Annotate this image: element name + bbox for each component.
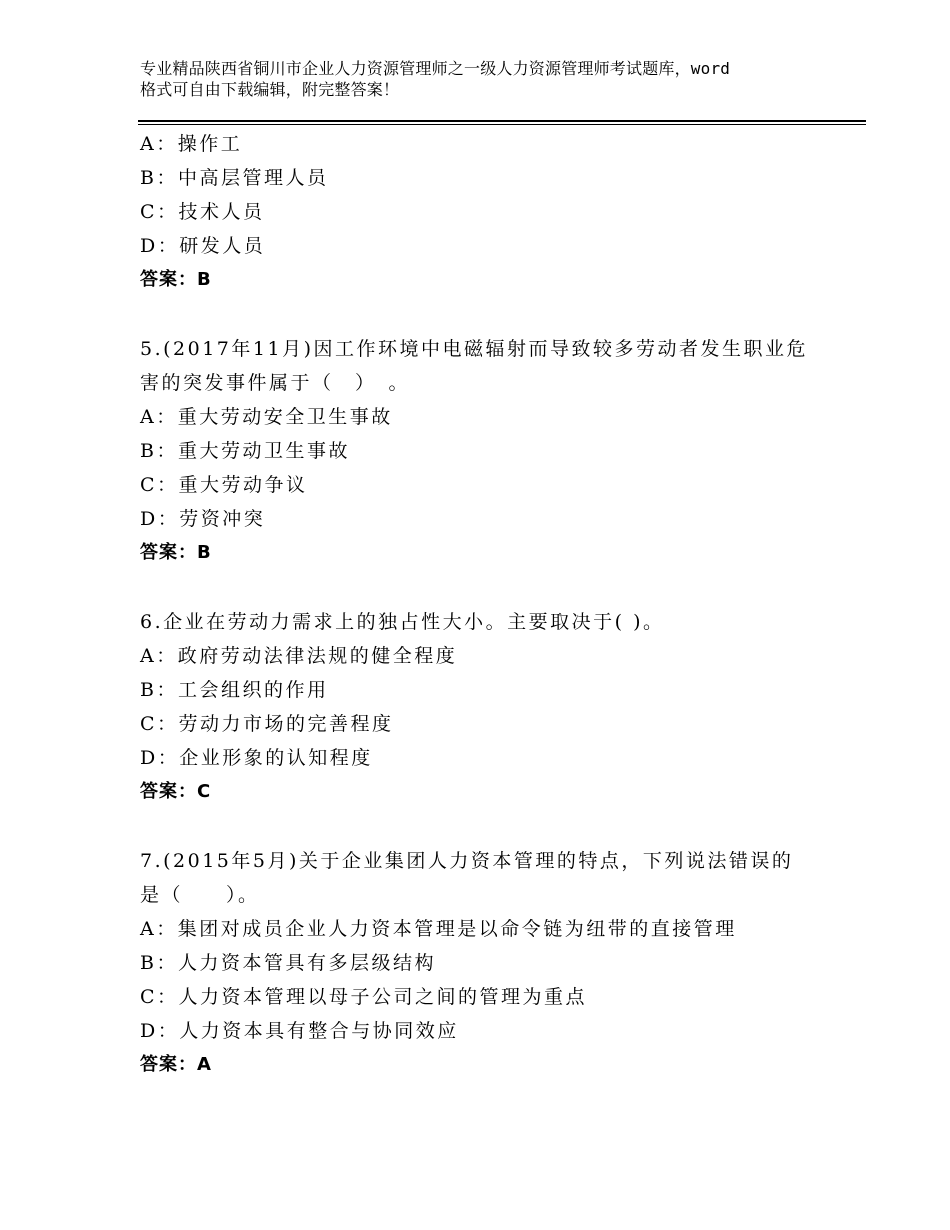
question-list <box>140 127 840 1082</box>
answer: 答案：B <box>140 269 212 290</box>
answer: 答案：C <box>140 781 212 802</box>
header-line-2: 格式可自由下载编辑，附完整答案！ <box>140 80 400 99</box>
option-d: D：研发人员 <box>140 235 266 257</box>
question-7 <box>140 844 840 1082</box>
option-a: A：操作工 <box>140 133 243 155</box>
option-a: A：重大劳动安全卫生事故 <box>140 406 393 428</box>
option-c: C：人力资本管理以母子公司之间的管理为重点 <box>140 986 588 1008</box>
option-d: D：劳资冲突 <box>140 508 266 530</box>
header-line-1: 专业精品陕西省铜川市企业人力资源管理师之一级人力资源管理师考试题库，word <box>140 59 731 78</box>
question-5 <box>140 332 840 570</box>
spacer <box>140 297 840 332</box>
option-c: C：技术人员 <box>140 201 265 223</box>
option-d: D：人力资本具有整合与协同效应 <box>140 1020 459 1042</box>
spacer <box>140 809 840 844</box>
option-b: B：中高层管理人员 <box>140 167 329 189</box>
question-stem-line-1: 7.(2015年5月)关于企业集团人力资本管理的特点，下列说法错误的 <box>140 850 794 872</box>
question-stem-line-1: 6.企业在劳动力需求上的独占性大小。主要取决于( )。 <box>140 611 665 633</box>
option-c: C：重大劳动争议 <box>140 474 308 496</box>
question-stem-line-2: 是（ ）。 <box>140 884 260 906</box>
header-rule-thin <box>138 124 866 125</box>
option-b: B：重大劳动卫生事故 <box>140 440 350 462</box>
question-stem-line-2: 害的突发事件属于（ ） 。 <box>140 372 411 394</box>
spacer <box>140 570 840 605</box>
question-4 <box>140 127 840 297</box>
option-a: A：政府劳动法律法规的健全程度 <box>140 645 458 667</box>
page-header <box>140 58 840 100</box>
question-6 <box>140 605 840 809</box>
header-rule-thick <box>138 120 866 122</box>
option-b: B：工会组织的作用 <box>140 679 329 701</box>
option-b: B：人力资本管具有多层级结构 <box>140 952 436 974</box>
option-a: A：集团对成员企业人力资本管理是以命令链为纽带的直接管理 <box>140 918 737 940</box>
option-d: D：企业形象的认知程度 <box>140 747 373 769</box>
question-stem-line-1: 5.(2017年11月)因工作环境中电磁辐射而导致较多劳动者发生职业危 <box>140 338 808 360</box>
option-c: C：劳动力市场的完善程度 <box>140 713 394 735</box>
answer: 答案：A <box>140 1054 212 1075</box>
answer: 答案：B <box>140 542 212 563</box>
